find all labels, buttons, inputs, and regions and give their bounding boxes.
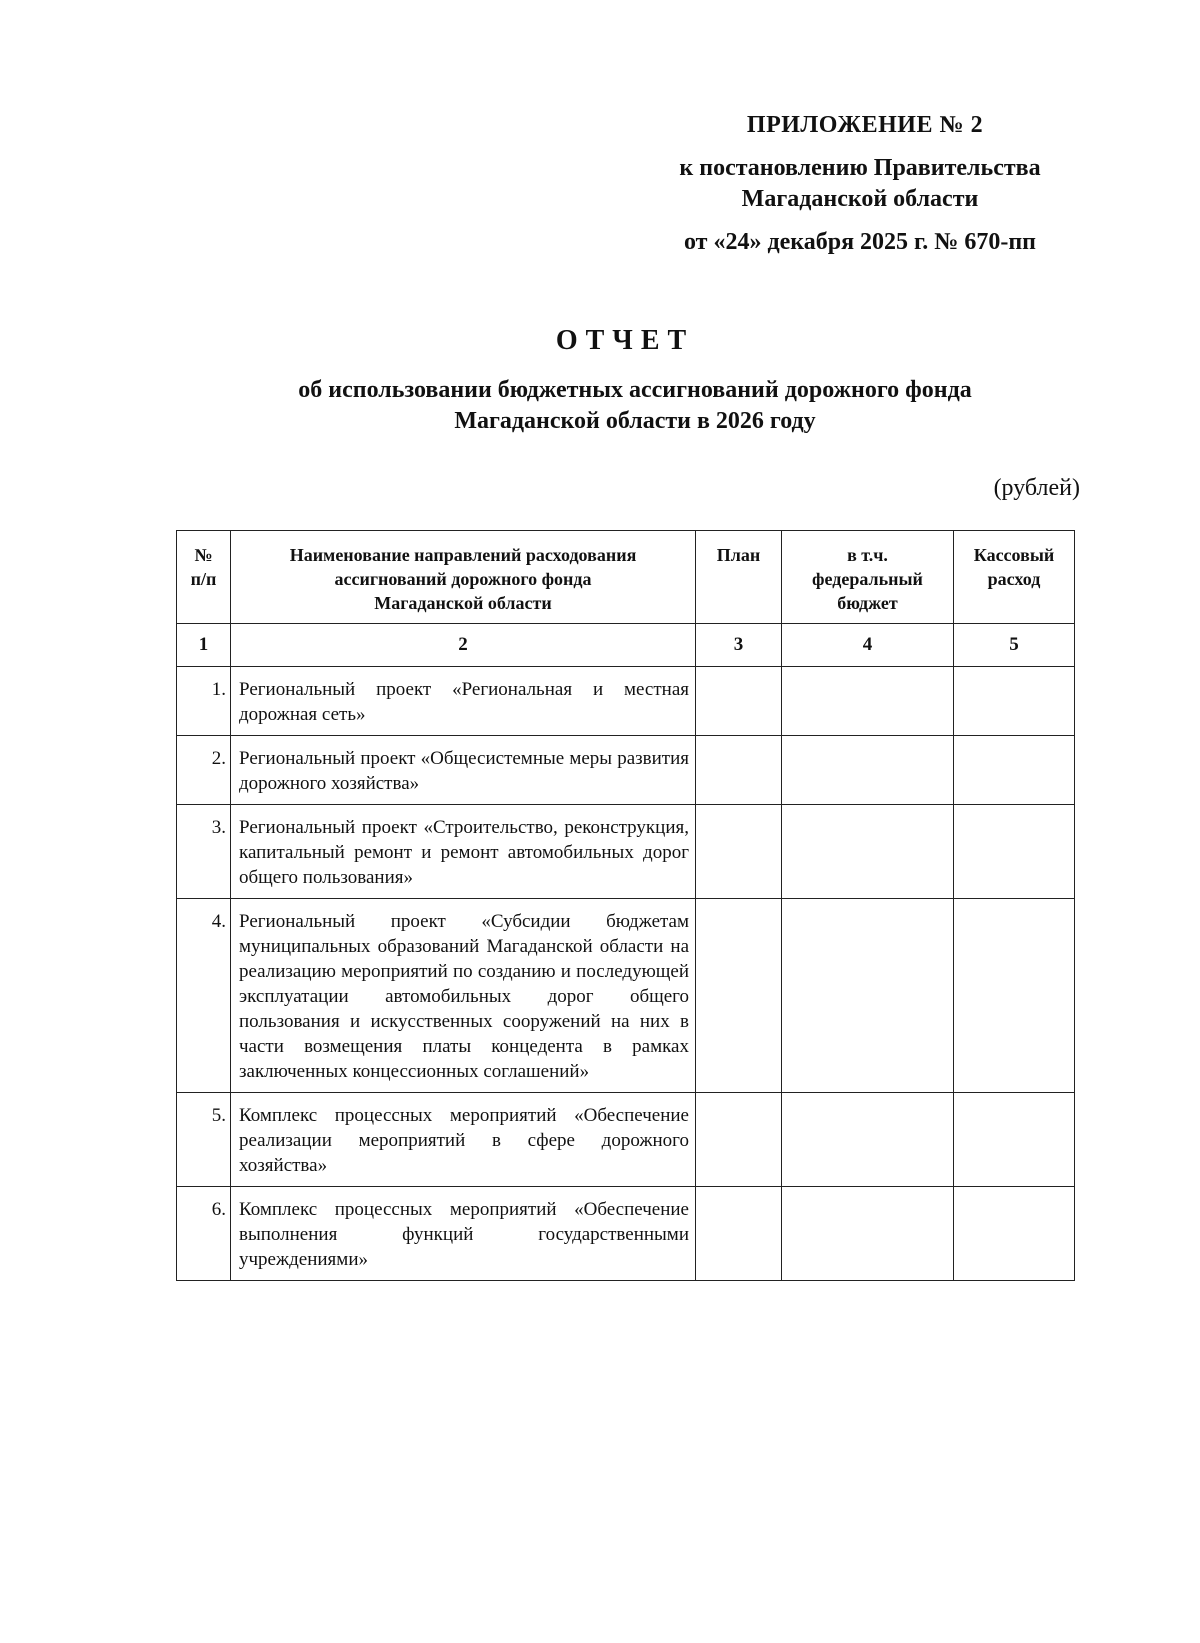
header-cash bbox=[954, 531, 1075, 624]
row-plan bbox=[696, 736, 782, 805]
row-number: 2. bbox=[177, 736, 231, 805]
row-plan bbox=[696, 667, 782, 736]
table-row bbox=[177, 1093, 1075, 1187]
row-plan bbox=[696, 805, 782, 899]
column-index: 2 bbox=[231, 624, 696, 667]
header-federal bbox=[782, 531, 954, 624]
header-federal-line-1: в т.ч. bbox=[847, 545, 888, 565]
column-index: 4 bbox=[782, 624, 954, 667]
row-number: 4. bbox=[177, 899, 231, 1093]
table-row bbox=[177, 736, 1075, 805]
row-federal bbox=[782, 667, 954, 736]
row-name: Региональный проект «Субсидии бюджетам муниципальных образований Магаданской области на реализацию мероприятий по созданию и последующей эксплуатации автомобильных дорог общего пользования и искусственных сооружений на них в части возмещения платы концедента в рамках заключенных концессионных соглашений» bbox=[231, 899, 696, 1093]
row-name: Комплекс процессных мероприятий «Обеспечение реализации мероприятий в сфере дорожного хозяйства» bbox=[231, 1093, 696, 1187]
row-name: Региональный проект «Строительство, реконструкция, капитальный ремонт и ремонт автомобильных дорог общего пользования» bbox=[231, 805, 696, 899]
row-federal bbox=[782, 805, 954, 899]
header-num-line-1: № bbox=[194, 545, 213, 565]
decree-reference bbox=[640, 153, 1080, 215]
row-federal bbox=[782, 736, 954, 805]
row-number: 6. bbox=[177, 1187, 231, 1281]
column-index-row bbox=[177, 624, 1075, 667]
row-cash bbox=[954, 1093, 1075, 1187]
column-index: 5 bbox=[954, 624, 1075, 667]
appendix-title: ПРИЛОЖЕНИЕ № 2 bbox=[746, 112, 984, 138]
table-row bbox=[177, 1187, 1075, 1281]
row-name: Региональный проект «Региональная и местная дорожная сеть» bbox=[231, 667, 696, 736]
row-cash bbox=[954, 667, 1075, 736]
header-name-line-1: Наименование направлений расходования bbox=[289, 545, 637, 565]
row-number: 1. bbox=[177, 667, 231, 736]
header-cash-line-1: Кассовый bbox=[973, 545, 1055, 565]
row-plan bbox=[696, 899, 782, 1093]
column-index: 3 bbox=[696, 624, 782, 667]
header-num-line-2: п/п bbox=[190, 569, 217, 589]
row-number: 5. bbox=[177, 1093, 231, 1187]
table-row bbox=[177, 899, 1075, 1093]
header-name-line-3: Магаданской области bbox=[374, 593, 552, 613]
table-row bbox=[177, 805, 1075, 899]
decree-line-2: Магаданской области bbox=[741, 186, 979, 212]
report-table bbox=[176, 530, 1075, 1281]
decree-date: от «24» декабря 2025 г. № 670-пп bbox=[683, 229, 1037, 255]
header-num bbox=[177, 531, 231, 624]
row-federal bbox=[782, 899, 954, 1093]
report-subtitle bbox=[200, 375, 1070, 437]
row-number: 3. bbox=[177, 805, 231, 899]
row-cash bbox=[954, 805, 1075, 899]
row-plan bbox=[696, 1187, 782, 1281]
decree-line-1: к постановлению Правительства bbox=[679, 155, 1041, 181]
table-row bbox=[177, 667, 1075, 736]
row-federal bbox=[782, 1093, 954, 1187]
header-name bbox=[231, 531, 696, 624]
report-title: ОТЧЕТ bbox=[555, 325, 695, 356]
row-cash bbox=[954, 736, 1075, 805]
units-label: (рублей) bbox=[993, 475, 1080, 501]
header-federal-line-2: федеральный bbox=[812, 569, 923, 589]
report-subtitle-line-2: Магаданской области в 2026 году bbox=[454, 408, 816, 434]
header-name-line-2: ассигнований дорожного фонда bbox=[334, 569, 592, 589]
header-plan bbox=[696, 531, 782, 624]
row-cash bbox=[954, 899, 1075, 1093]
header-federal-line-3: бюджет bbox=[837, 593, 898, 613]
row-name: Комплекс процессных мероприятий «Обеспечение выполнения функций государственными учреждениями» bbox=[231, 1187, 696, 1281]
header-plan-line-1: План bbox=[716, 545, 761, 565]
row-cash bbox=[954, 1187, 1075, 1281]
row-plan bbox=[696, 1093, 782, 1187]
column-index: 1 bbox=[177, 624, 231, 667]
row-name: Региональный проект «Общесистемные меры развития дорожного хозяйства» bbox=[231, 736, 696, 805]
row-federal bbox=[782, 1187, 954, 1281]
report-subtitle-line-1: об использовании бюджетных ассигнований дорожного фонда bbox=[298, 377, 972, 403]
table-header-row bbox=[177, 531, 1075, 624]
appendix-block bbox=[640, 110, 1080, 258]
header-cash-line-2: расход bbox=[987, 569, 1041, 589]
